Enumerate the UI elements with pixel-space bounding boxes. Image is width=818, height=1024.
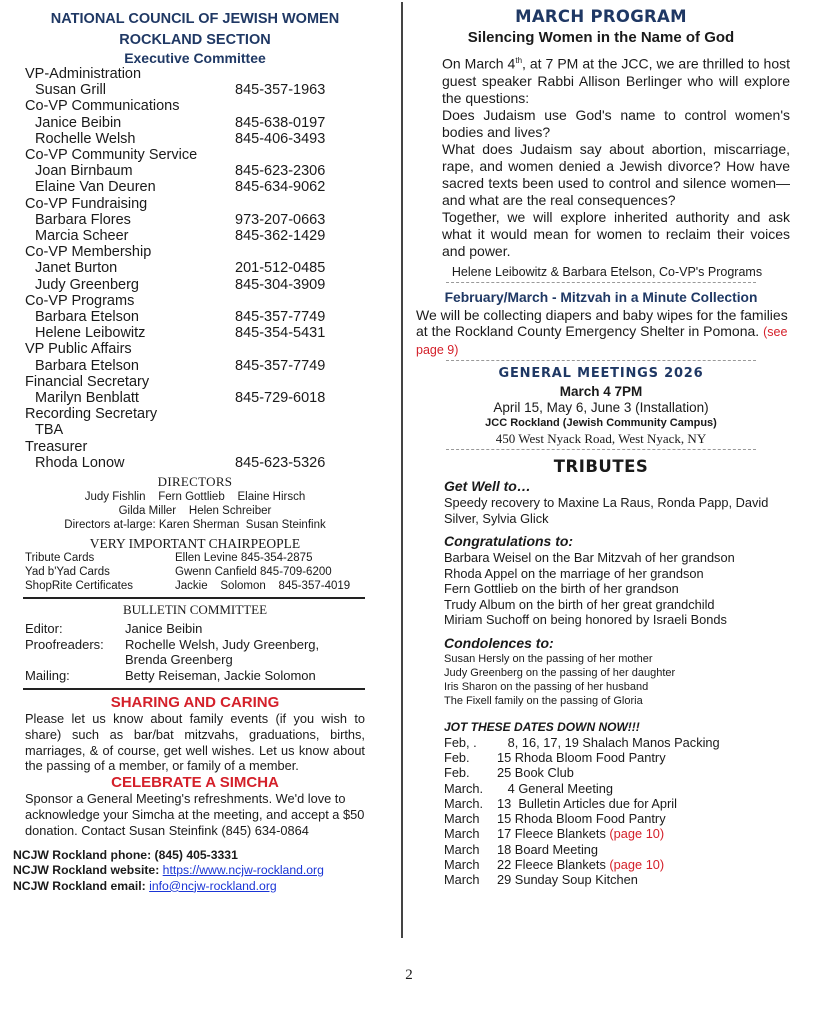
sharing-caring-title: SHARING AND CARING — [110, 694, 280, 712]
officer-name: Barbara Etelson — [35, 309, 139, 326]
congratulations-item: Fern Gottlieb on the birth of her grandson — [444, 581, 679, 597]
vip-row — [25, 551, 365, 565]
email-link[interactable]: info@ncjw-rockland.org — [149, 878, 277, 893]
condolence-item: Iris Sharon on the passing of her husband — [444, 680, 649, 693]
date-event-text: 29 Sunday Soup Kitchen — [497, 872, 638, 888]
date-month: Feb. — [444, 749, 470, 765]
officer-name: Elaine Van Deuren — [35, 179, 156, 196]
page-reference-link[interactable]: (page 10) — [609, 857, 665, 873]
celebrate-simcha-title: CELEBRATE A SIMCHA — [111, 774, 279, 792]
date-month: March. — [444, 780, 484, 796]
date-item — [444, 811, 794, 826]
officer-row — [25, 82, 365, 98]
officer-role: VP Public Affairs — [25, 341, 132, 358]
program-paragraph — [442, 52, 790, 107]
date-item — [444, 796, 794, 811]
date-month: March — [444, 826, 480, 842]
bulletin-row — [25, 621, 365, 637]
program-description — [442, 52, 790, 260]
officer-name: Joan Birnbaum — [35, 163, 133, 180]
vip-list — [25, 551, 365, 593]
condolence-item: Susan Hersly on the passing of her mother — [444, 652, 653, 665]
congratulations-item: Rhoda Appel on the marriage of her grandson — [444, 565, 704, 581]
officer-role: Co-VP Programs — [25, 292, 135, 309]
contact-phone: NCJW Rockland phone: (845) 405-3331 — [13, 847, 238, 862]
officer-phone: 845-354-5431 — [235, 325, 326, 342]
bulletin-role: Editor: — [25, 621, 63, 637]
date-event-text: 17 Fleece Blankets — [497, 826, 610, 842]
date-event-text: 25 Book Club — [497, 765, 574, 781]
bulletin-committee-title: BULLETIN COMMITTEE — [122, 602, 268, 618]
officer-role: VP-Administration — [25, 66, 142, 82]
org-section: ROCKLAND SECTION — [119, 32, 271, 48]
program-text-b: , at 7 PM at the JCC, we are thrilled to host guest speaker Rabbi Allison Berlinger who will explore the questions: — [442, 55, 790, 106]
officer-role: Treasurer — [25, 438, 88, 455]
officer-phone: 845-729-6018 — [235, 390, 326, 407]
website-label: NCJW Rockland website: — [13, 863, 163, 878]
date-event — [497, 826, 664, 841]
vip-role: Yad b'Yad Cards — [25, 566, 110, 579]
directors-title: DIRECTORS — [157, 474, 233, 490]
program-signature: Helene Leibowitz & Barbara Etelson, Co-VP's Programs — [451, 264, 763, 279]
officer-phone: 845-623-2306 — [235, 163, 326, 180]
officer-phone: 845-406-3493 — [235, 130, 326, 147]
date-event — [497, 750, 666, 765]
ordinal-suffix: th — [515, 56, 523, 65]
bulletin-committee-list — [25, 621, 365, 683]
officer-name: Barbara Flores — [35, 211, 131, 228]
page-reference-link[interactable]: (page 10) — [609, 826, 665, 842]
email-label: NCJW Rockland email: — [13, 878, 150, 893]
date-event-text: 22 Fleece Blankets — [497, 857, 610, 873]
date-event — [497, 735, 720, 750]
officer-name: Rhoda Lonow — [35, 454, 125, 471]
bulletin-names: Betty Reiseman, Jackie Solomon — [125, 667, 316, 683]
date-item — [444, 765, 794, 780]
date-event — [497, 872, 638, 887]
date-event — [497, 765, 574, 780]
bulletin-names: Janice Beibin — [125, 621, 203, 637]
vip-contact: Jackie Solomon 845-357-4019 — [175, 580, 351, 593]
contact-block — [13, 848, 365, 895]
date-item — [444, 826, 794, 841]
officer-name: Marcia Scheer — [35, 228, 129, 245]
officer-row — [25, 325, 365, 341]
congratulations-item: Barbara Weisel on the Bar Mitzvah of her grandson — [444, 550, 735, 566]
tributes-title: TRIBUTES — [553, 457, 649, 477]
vip-title: VERY IMPORTANT CHAIRPEOPLE — [89, 536, 301, 552]
date-month: March. — [444, 795, 484, 811]
directors-line: Gilda Miller Helen Schreiber — [118, 505, 272, 518]
dashed-divider — [446, 360, 756, 361]
section-rule — [23, 688, 365, 690]
meeting-dates: April 15, May 6, June 3 (Installation) — [493, 400, 709, 416]
officer-name: Janice Beibin — [35, 114, 122, 131]
condolence-item: Judy Greenberg on the passing of her daughter — [444, 666, 676, 679]
program-paragraph: What does Judaism say about abortion, miscarriage, rape, and women denied a Jewish divorce? How have sacred texts been used to control and silence women—and what are the real consequences? — [442, 140, 790, 208]
date-event — [497, 811, 666, 826]
officer-phone: 973-207-0663 — [235, 211, 326, 228]
congratulations-item: Trudy Album on the birth of her great grandchild — [444, 596, 715, 612]
officer-phone: 845-357-7749 — [235, 309, 326, 326]
officer-row — [25, 422, 365, 438]
officer-role: Co-VP Fundraising — [25, 195, 148, 212]
date-item — [444, 781, 794, 796]
officer-name: Helene Leibowitz — [35, 325, 146, 342]
org-title: NATIONAL COUNCIL OF JEWISH WOMEN — [50, 11, 340, 27]
meeting-venue: JCC Rockland (Jewish Community Campus) — [485, 417, 717, 430]
date-month: March — [444, 841, 480, 857]
dates-list — [444, 735, 794, 888]
mitzvah-body: We will be collecting diapers and baby wipes for the families at the Rockland County Emergency Shelter in Pomona. — [416, 306, 788, 340]
date-event-text: 15 Rhoda Bloom Food Pantry — [497, 749, 666, 765]
officer-role: Co-VP Communications — [25, 98, 180, 115]
march-program-subtitle: Silencing Women in the Name of God — [467, 29, 735, 46]
congratulations-list — [444, 550, 794, 628]
officer-phone: 845-623-5326 — [235, 454, 326, 471]
tributes-block — [444, 478, 794, 887]
vip-row — [25, 565, 365, 579]
date-month: March — [444, 811, 480, 827]
date-event — [497, 857, 664, 872]
contact-email-row — [13, 879, 365, 895]
executive-committee-title: Executive Committee — [124, 50, 266, 66]
date-month: Feb, . — [444, 734, 477, 750]
date-event-text: 18 Board Meeting — [497, 841, 599, 857]
vip-row — [25, 579, 365, 593]
officer-name: Rochelle Welsh — [35, 130, 136, 147]
date-event-text: 13 Bulletin Articles due for April — [497, 795, 677, 811]
officer-name: Marilyn Benblatt — [35, 390, 139, 407]
program-text-a: On March 4 — [442, 55, 516, 72]
officer-phone: 845-357-1963 — [235, 82, 326, 99]
officer-name: Barbara Etelson — [35, 357, 139, 374]
date-event — [497, 842, 598, 857]
page-reference-link[interactable]: (see page 9) — [416, 325, 788, 357]
vip-contact: Ellen Levine 845-354-2875 — [175, 552, 313, 565]
bulletin-row — [25, 668, 365, 684]
directors-line: Judy Fishlin Fern Gottlieb Elaine Hirsch — [84, 491, 306, 504]
officer-row — [25, 179, 365, 195]
vip-role: Tribute Cards — [25, 552, 95, 565]
officer-name: Susan Grill — [35, 82, 106, 99]
officer-row — [25, 163, 365, 179]
section-rule — [23, 597, 365, 599]
sharing-caring-text: Please let us know about family events (if you wish to share) such as bar/bat mitzvahs, graduations, births, marriages, & of course, get well wishes. Let us know about the passing of a member, or family of a member. — [25, 711, 365, 774]
officer-role: Financial Secretary — [25, 373, 150, 390]
program-paragraph: Does Judaism use God's name to control women's bodies and lives? — [442, 106, 790, 140]
officer-role: Co-VP Community Service — [25, 147, 198, 164]
date-event-text: 4 General Meeting — [497, 780, 613, 796]
officer-row — [25, 115, 365, 131]
march-program-title: MARCH PROGRAM — [515, 7, 687, 26]
date-item — [444, 750, 794, 765]
date-item — [444, 842, 794, 857]
date-event — [497, 796, 677, 811]
date-event-text: 8, 16, 17, 19 Shalach Manos Packing — [497, 734, 720, 750]
date-event — [497, 781, 613, 796]
officer-phone: 845-634-9062 — [235, 179, 326, 196]
celebrate-simcha-text: Sponsor a General Meeting's refreshments. We'd love to acknowledge your Simcha at the meeting, and accept a $50 donation. Contact Susan Steinfink (845) 634-0864 — [25, 791, 365, 838]
bulletin-role: Mailing: — [25, 667, 70, 683]
meeting-address: 450 West Nyack Road, West Nyack, NY — [495, 431, 707, 447]
officer-row — [25, 390, 365, 406]
officer-row — [25, 260, 365, 276]
officer-row — [25, 212, 365, 228]
officer-row — [25, 358, 365, 374]
officer-role: Co-VP Membership — [25, 244, 152, 261]
date-month: Feb. — [444, 765, 470, 781]
dashed-divider — [446, 449, 756, 450]
officer-row — [25, 228, 365, 244]
officer-name: Janet Burton — [35, 260, 118, 277]
website-link[interactable]: https://www.ncjw-rockland.org — [162, 863, 324, 878]
dates-title: JOT THESE DATES DOWN NOW!!! — [444, 719, 640, 734]
left-column — [13, 8, 365, 894]
dashed-divider — [446, 282, 756, 283]
contact-website-row — [13, 863, 365, 879]
date-month: March — [444, 857, 480, 873]
congratulations-title: Congratulations to: — [444, 533, 574, 550]
bulletin-names: Rochelle Welsh, Judy Greenberg, Brenda Greenberg — [125, 636, 320, 668]
officer-name: TBA — [35, 422, 64, 439]
officers-list — [25, 66, 365, 471]
vip-contact: Gwenn Canfield 845-709-6200 — [175, 566, 332, 579]
officer-phone: 845-304-3909 — [235, 276, 326, 293]
program-paragraph: Together, we will explore inherited authority and ask what it would mean for women to reclaim their voices and power. — [442, 208, 790, 259]
officer-phone: 845-362-1429 — [235, 228, 326, 245]
officer-row — [25, 277, 365, 293]
condolences-title: Condolences to: — [444, 634, 554, 651]
directors-at-large: Directors at-large: Karen Sherman Susan Steinfink — [64, 519, 326, 532]
get-well-text: Speedy recovery to Maxine La Raus, Ronda Papp, David Silver, Sylvia Glick — [444, 495, 769, 526]
next-meeting-date: March 4 7PM — [559, 384, 643, 400]
condolences-list — [444, 652, 794, 708]
date-event-text: 15 Rhoda Bloom Food Pantry — [497, 811, 666, 827]
vip-role: ShopRite Certificates — [25, 580, 134, 593]
congratulations-item: Miriam Suchoff on being honored by Israeli Bonds — [444, 612, 727, 628]
date-item — [444, 735, 794, 750]
officer-row — [25, 455, 365, 471]
column-divider — [401, 2, 403, 938]
right-column — [416, 6, 790, 888]
condolence-item: The Fixell family on the passing of Gloria — [444, 694, 643, 707]
officer-role: Recording Secretary — [25, 406, 158, 423]
officer-row — [25, 309, 365, 325]
officer-phone: 201-512-0485 — [235, 260, 326, 277]
bulletin-row — [25, 637, 365, 668]
mitzvah-text — [416, 307, 796, 359]
date-item — [444, 857, 794, 872]
officer-phone: 845-638-0197 — [235, 114, 326, 131]
date-month: March — [444, 872, 480, 888]
date-item — [444, 872, 794, 887]
officer-row — [25, 131, 365, 147]
mitzvah-title: February/March - Mitzvah in a Minute Collection — [444, 289, 758, 305]
bulletin-role: Proofreaders: — [25, 636, 104, 652]
general-meetings-title: GENERAL MEETINGS 2026 — [498, 366, 704, 382]
page-number: 2 — [405, 967, 413, 983]
officer-name: Judy Greenberg — [35, 276, 139, 293]
get-well-title: Get Well to… — [444, 478, 531, 495]
officer-phone: 845-357-7749 — [235, 357, 326, 374]
